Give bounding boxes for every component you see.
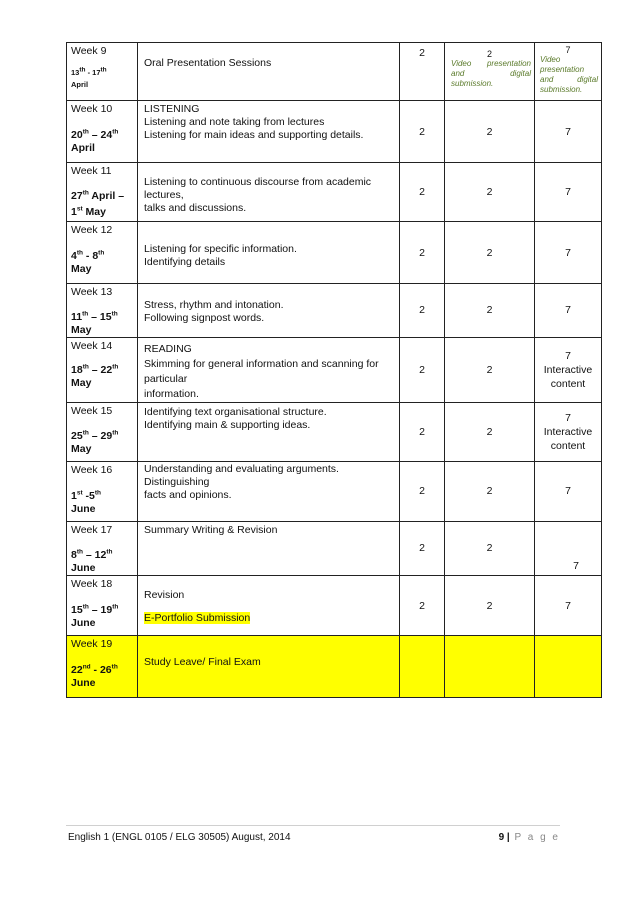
topic-line: Oral Presentation Sessions: [144, 57, 272, 69]
week-label: Week 19: [71, 638, 113, 650]
topic-line: Listening for main ideas and supporting details.: [144, 129, 364, 141]
credit-value: 2: [486, 186, 493, 198]
page-footer: [66, 825, 560, 843]
week-dates: 20th – 24th April: [71, 128, 119, 154]
hours-value: 2: [419, 542, 425, 555]
credit-value: 2: [486, 485, 493, 497]
hours-value: 2: [419, 47, 425, 59]
topic-line: talks and discussions.: [144, 201, 247, 214]
week-label: Week 17: [71, 523, 113, 536]
topic-line: Study Leave/ Final Exam: [144, 656, 261, 668]
marks-value: 7: [565, 304, 571, 317]
table-row: [67, 521, 602, 576]
week-label: Week 18: [71, 578, 113, 590]
video-note: Video presentation and digital submission.: [451, 59, 531, 88]
topic-line: Identifying text organisational structure.: [144, 405, 327, 418]
credit-value: 2: [486, 542, 493, 555]
topic-line: Skimming for general information and scanning for particular: [144, 357, 379, 385]
table-row: [67, 576, 602, 636]
topic-line: Listening to continuous discourse from academic lectures,: [144, 175, 372, 201]
marks-value: 7: [565, 599, 571, 612]
topic-line: Following signpost words.: [144, 312, 265, 325]
marks-value: 7: [565, 45, 571, 55]
week-dates: 27th April – 1st May: [71, 189, 125, 218]
week-dates: 1st -5th June: [71, 489, 102, 515]
week-dates: 15th – 19th June: [71, 603, 119, 629]
marks-value: 7: [565, 349, 571, 362]
week-label: Week 10: [71, 103, 113, 115]
week-label: Week 13: [71, 286, 113, 298]
week-label: Week 12: [71, 224, 113, 236]
hours-value: 2: [419, 304, 425, 317]
table-row: [67, 402, 602, 461]
credit-value: 2: [486, 599, 493, 612]
table-row: [67, 222, 602, 284]
marks-note: Interactive: [543, 425, 593, 438]
week-label: Week 11: [71, 165, 112, 177]
marks-value: 7: [565, 485, 571, 497]
week-label: Week 16: [71, 463, 113, 476]
topic-line: Stress, rhythm and intonation.: [144, 299, 284, 312]
hours-value: 2: [419, 363, 425, 376]
credit-value: 2: [486, 304, 493, 317]
topic-line: facts and opinions.: [144, 488, 232, 501]
marks-value: 7: [565, 411, 571, 424]
topic-line: Listening for specific information.: [144, 242, 297, 255]
page-number: 9 | P a g e: [498, 832, 560, 843]
marks-note: Interactive: [543, 363, 593, 376]
table-row: [67, 101, 602, 163]
topic-line: Understanding and evaluating arguments. Distinguishing: [144, 462, 339, 488]
portfolio-highlight: E-Portfolio Submission: [144, 612, 251, 624]
week-label: Week 9: [71, 45, 107, 57]
credit-value: 2: [486, 363, 493, 376]
topic-line: Identifying details: [144, 255, 226, 268]
week-dates: 4th - 8th May: [71, 249, 105, 275]
topic-line: LISTENING: [144, 103, 200, 115]
topic-line: READING: [144, 342, 192, 355]
marks-value: 7: [565, 125, 571, 138]
topic-line: information.: [144, 387, 199, 400]
table-row: [67, 43, 602, 101]
week-dates: 11th – 15th May: [71, 310, 118, 336]
topic-line: Revision: [144, 589, 185, 601]
topic-line: Summary Writing & Revision: [144, 523, 278, 536]
marks-note: content: [550, 377, 586, 390]
credit-value: 2: [486, 125, 493, 138]
video-note: Video presentation and digital submission.: [540, 55, 598, 94]
marks-value: 7: [565, 246, 571, 259]
hours-value: 2: [419, 599, 425, 612]
schedule-table: [66, 42, 602, 698]
week-dates: 18th – 22th May: [71, 363, 119, 389]
topic-line: Listening and note taking from lectures: [144, 116, 325, 128]
marks-value: 7: [565, 186, 571, 198]
week-dates: 8th – 12th June: [71, 548, 113, 574]
credit-value: 2: [486, 246, 493, 259]
hours-value: 2: [419, 485, 425, 497]
table-row: [67, 636, 602, 698]
week-dates: 13th - 17th April: [71, 66, 107, 89]
table-row: [67, 284, 602, 338]
hours-value: 2: [419, 125, 425, 138]
footer-course-info: English 1 (ENGL 0105 / ELG 30505) August, 2014: [68, 832, 291, 843]
week-dates: 25th – 29th May: [71, 429, 119, 455]
table-row: [67, 461, 602, 521]
credit-value: 2: [486, 49, 492, 59]
topic-line: Identifying main & supporting ideas.: [144, 418, 311, 431]
table-row: [67, 337, 602, 402]
marks-value: 7: [573, 560, 579, 572]
table-row: [67, 163, 602, 222]
credit-value: 2: [486, 425, 493, 438]
marks-note: content: [550, 439, 586, 452]
week-dates: 22nd - 26th June: [71, 663, 118, 689]
hours-value: 2: [419, 425, 425, 438]
hours-value: 2: [419, 186, 425, 198]
hours-value: 2: [419, 246, 425, 259]
week-label: Week 14: [71, 339, 113, 352]
week-label: Week 15: [71, 404, 113, 417]
